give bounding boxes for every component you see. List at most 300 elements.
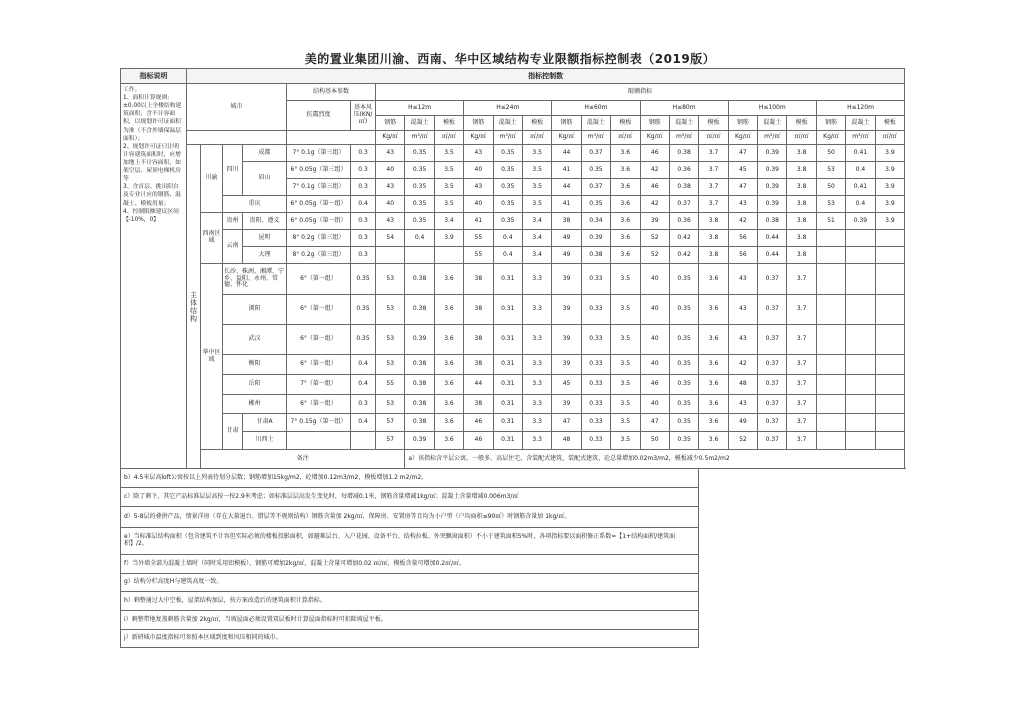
value-cell: 0.35 (669, 375, 698, 395)
sub-header-0-0: 钢筋 (376, 116, 405, 131)
wind-cell: 0.3 (351, 395, 376, 414)
sub-header-0-2: 模板 (434, 116, 463, 131)
value-cell: 41 (552, 162, 581, 179)
value-cell: 0.35 (669, 414, 698, 432)
value-cell: 0.35 (493, 145, 522, 162)
value-cell: 0.38 (405, 355, 434, 375)
value-cell: 3.5 (611, 325, 640, 355)
province-sichuan: 四川 (223, 145, 243, 196)
unit-2-1: m³/㎡ (581, 131, 610, 145)
value-cell: 47 (640, 414, 669, 432)
value-cell: 3.7 (787, 325, 816, 355)
value-cell: 0.42 (669, 247, 698, 264)
value-cell: 3.6 (434, 325, 463, 355)
value-cell: 45 (728, 162, 757, 179)
value-cell: 40 (376, 162, 405, 179)
value-cell: 3.8 (787, 145, 816, 162)
value-cell: 43 (376, 179, 405, 196)
seismic-cell: 7° 0.1g（第三组） (287, 145, 351, 162)
value-cell: 43 (728, 395, 757, 414)
value-cell: 0.31 (493, 375, 522, 395)
value-cell: 0.38 (405, 264, 434, 295)
sub-header-3-2: 模板 (699, 116, 728, 131)
value-cell: 52 (728, 432, 757, 450)
wind-cell: 0.35 (351, 295, 376, 325)
value-cell: 3.8 (787, 247, 816, 264)
value-cell: 0.37 (758, 325, 787, 355)
value-cell: 49 (552, 230, 581, 247)
wind-cell: 0.3 (351, 162, 376, 179)
instruction-3: 3、含首层、挑出阳台及专业计应的钢筋、混凝土、模板用量； (123, 184, 181, 207)
note-item: h）剩整通过大中空板，屋架结构加层，按方案改造后的建筑面积计算指标。 (121, 592, 699, 611)
value-cell: 3.7 (787, 355, 816, 375)
value-cell: 3.7 (787, 395, 816, 414)
value-cell (816, 375, 845, 395)
city-wuhan: 武汉 (223, 325, 287, 355)
instruction-0: 工作。 (123, 87, 141, 93)
wind-cell: 0.3 (351, 230, 376, 247)
value-cell: 3.5 (434, 179, 463, 196)
city-meishan: 眉山 (243, 162, 287, 196)
seismic-cell: 6° 0.05g（第一组） (287, 213, 351, 230)
value-cell: 50 (640, 432, 669, 450)
value-cell (875, 395, 905, 414)
value-cell: 0.4 (846, 196, 875, 213)
value-cell: 3.6 (699, 432, 728, 450)
city-chenzhou: 郴州 (223, 395, 287, 414)
value-cell (405, 247, 434, 264)
value-cell: 0.31 (493, 432, 522, 450)
value-cell: 3.4 (434, 213, 463, 230)
wind-cell (351, 432, 376, 450)
header-limits: 指标控制数 (187, 69, 905, 84)
value-cell: 0.39 (846, 213, 875, 230)
value-cell (846, 247, 875, 264)
city-liuyang: 浏阳 (223, 295, 287, 325)
limit-table (120, 68, 905, 648)
seismic-cell: 7°（第一组） (287, 375, 351, 395)
value-cell: 53 (376, 325, 405, 355)
value-cell: 40 (464, 162, 493, 179)
value-cell: 0.35 (669, 295, 698, 325)
wind-cell: 0.35 (351, 264, 376, 295)
seismic-cell: 6°（第一组） (287, 264, 351, 295)
value-cell: 48 (552, 432, 581, 450)
value-cell: 0.33 (581, 375, 610, 395)
value-cell (816, 295, 845, 325)
unit-2-0: Kg/㎡ (552, 131, 581, 145)
sub-header-5-0: 钢筋 (816, 116, 845, 131)
value-cell: 0.38 (758, 213, 787, 230)
value-cell: 52 (640, 230, 669, 247)
sub-header-4-1: 混凝土 (758, 116, 787, 131)
value-cell: 3.7 (699, 196, 728, 213)
region-huazhong: 华中区域 (201, 264, 223, 450)
value-cell: 3.9 (875, 145, 905, 162)
sub-header-3-1: 混凝土 (669, 116, 698, 131)
value-cell (875, 230, 905, 247)
value-cell: 3.9 (434, 230, 463, 247)
value-cell: 3.9 (875, 162, 905, 179)
sub-header-5-1: 混凝土 (846, 116, 875, 131)
value-cell: 3.7 (699, 162, 728, 179)
value-cell: 43 (376, 213, 405, 230)
value-cell: 0.35 (669, 264, 698, 295)
value-cell: 3.5 (522, 162, 551, 179)
value-cell: 3.5 (434, 162, 463, 179)
limits-header: 限额指标 (376, 84, 905, 101)
value-cell: 53 (376, 355, 405, 375)
value-cell (816, 414, 845, 432)
value-cell (846, 414, 875, 432)
value-cell: 0.35 (405, 162, 434, 179)
value-cell (816, 432, 845, 450)
value-cell: 3.3 (522, 355, 551, 375)
value-cell: 3.9 (875, 179, 905, 196)
value-cell: 39 (552, 355, 581, 375)
value-cell: 0.33 (581, 264, 610, 295)
sub-header-3-0: 钢筋 (640, 116, 669, 131)
value-cell: 0.39 (581, 230, 610, 247)
value-cell: 3.6 (699, 355, 728, 375)
sub-header-5-2: 模板 (875, 116, 905, 131)
city-chongqing: 重庆 (223, 196, 287, 213)
value-cell: 47 (552, 414, 581, 432)
value-cell: 0.31 (493, 355, 522, 375)
value-cell: 3.8 (787, 230, 816, 247)
value-cell: 3.5 (522, 196, 551, 213)
value-cell (434, 247, 463, 264)
unit-5-0: Kg/㎡ (816, 131, 845, 145)
value-cell: 3.7 (699, 145, 728, 162)
value-cell: 0.37 (758, 264, 787, 295)
unit-5-1: m³/㎡ (846, 131, 875, 145)
value-cell: 3.3 (522, 395, 551, 414)
value-cell: 0.38 (405, 295, 434, 325)
value-cell: 0.37 (758, 295, 787, 325)
value-cell: 3.9 (875, 213, 905, 230)
value-cell: 3.5 (611, 295, 640, 325)
value-cell: 3.8 (699, 230, 728, 247)
value-cell: 0.39 (758, 145, 787, 162)
sub-header-2-2: 模板 (611, 116, 640, 131)
sub-header-2-0: 钢筋 (552, 116, 581, 131)
seismic-cell: 6°（第一组） (287, 325, 351, 355)
value-cell: 49 (552, 247, 581, 264)
city-chaoyang: 岳阳 (223, 375, 287, 395)
note-item: e）当标准层结构面积（包含建筑不计容但实际必须的楼板投影面积，如避难层台、入户花园、设备平台、结构拉板、外突飘窗面积）不小于建筑面积5%时，各项指标要以面积修正系数=【1+结构面积/建筑面积】/2。 (121, 528, 699, 555)
unit-0-2: ㎡/㎡ (434, 131, 463, 145)
unit-0-1: m³/㎡ (405, 131, 434, 145)
province-guizhou: 贵州 (223, 213, 243, 230)
value-cell: 38 (464, 325, 493, 355)
value-cell (816, 247, 845, 264)
value-cell: 45 (552, 375, 581, 395)
struct-params-header: 结构基本参数 (287, 84, 376, 101)
city-kunming: 昆明 (243, 230, 287, 247)
value-cell: 0.4 (493, 247, 522, 264)
value-cell: 47 (728, 145, 757, 162)
value-cell: 3.5 (611, 355, 640, 375)
value-cell: 0.38 (669, 179, 698, 196)
value-cell: 3.9 (875, 196, 905, 213)
value-cell: 3.3 (522, 264, 551, 295)
value-cell (875, 375, 905, 395)
value-cell: 44 (552, 145, 581, 162)
unit-4-2: ㎡/㎡ (787, 131, 816, 145)
value-cell: 3.4 (522, 247, 551, 264)
value-cell: 3.6 (699, 264, 728, 295)
sub-header-2-1: 混凝土 (581, 116, 610, 131)
value-cell: 0.35 (493, 179, 522, 196)
value-cell: 3.5 (611, 264, 640, 295)
note-item: g）结构分栏高度H与建筑高度一致。 (121, 574, 699, 592)
value-cell: 38 (464, 264, 493, 295)
note-item: b）4.5米层高loft公寓按以上列表待划分层数；钢筋增加15kg/m2，砼增加0.12m3/m2，模板增加1.2 m2/m2。 (121, 469, 699, 488)
value-cell: 46 (464, 414, 493, 432)
value-cell: 0.37 (758, 395, 787, 414)
value-cell: 42 (640, 196, 669, 213)
value-cell: 43 (728, 196, 757, 213)
value-cell: 50 (816, 145, 845, 162)
value-cell: 42 (728, 355, 757, 375)
value-cell: 0.39 (405, 325, 434, 355)
band-h24: H≤24m (464, 101, 552, 116)
value-cell: 3.6 (699, 375, 728, 395)
unit-1-1: m³/㎡ (493, 131, 522, 145)
value-cell: 53 (376, 395, 405, 414)
value-cell: 44 (464, 375, 493, 395)
value-cell: 0.41 (846, 145, 875, 162)
value-cell (816, 355, 845, 375)
value-cell: 3.7 (787, 295, 816, 325)
value-cell: 3.5 (522, 179, 551, 196)
note-item: i）剩整带地复盖剩筋含量加 2kg/㎡，当坡屋面必须设置双层板时计算屋面指标时可扣除坡屋平板。 (121, 611, 699, 630)
band-h60: H≤60m (552, 101, 640, 116)
value-cell: 3.5 (611, 414, 640, 432)
value-cell: 3.6 (699, 325, 728, 355)
instruction-1: 1、面积计算规则：±0.00以上全楼结构建筑面积，含不计容面积，以规划许可证面积为准（不含外墙保温层面积）； (123, 95, 182, 142)
seismic-cell: 6°（第一组） (287, 395, 351, 414)
header-instructions: 指标说明 (121, 69, 187, 84)
value-cell: 3.6 (699, 395, 728, 414)
seismic-cell: 6° 0.05g（第三组） (287, 162, 351, 179)
value-cell: 0.4 (405, 230, 434, 247)
sub-header-4-0: 钢筋 (728, 116, 757, 131)
value-cell: 3.4 (522, 213, 551, 230)
value-cell: 52 (640, 247, 669, 264)
value-cell: 0.31 (493, 295, 522, 325)
value-cell: 3.6 (611, 230, 640, 247)
value-cell: 0.4 (846, 162, 875, 179)
value-cell: 42 (640, 162, 669, 179)
value-cell: 0.35 (405, 213, 434, 230)
value-cell: 3.3 (522, 295, 551, 325)
value-cell: 0.37 (758, 414, 787, 432)
value-cell: 3.8 (787, 213, 816, 230)
value-cell: 39 (552, 325, 581, 355)
value-cell: 3.8 (787, 179, 816, 196)
value-cell (816, 230, 845, 247)
value-cell: 3.7 (787, 432, 816, 450)
instruction-4: 4、控制限额建议区间【-10%，0】 (123, 208, 179, 223)
sub-header-0-1: 混凝土 (405, 116, 434, 131)
value-cell: 53 (376, 264, 405, 295)
value-cell (846, 230, 875, 247)
value-cell: 3.6 (434, 414, 463, 432)
value-cell: 0.33 (581, 295, 610, 325)
value-cell: 56 (728, 230, 757, 247)
value-cell: 43 (464, 145, 493, 162)
value-cell: 55 (376, 375, 405, 395)
seismic-cell: 6°（第一组） (287, 295, 351, 325)
value-cell: 3.6 (611, 247, 640, 264)
value-cell: 43 (464, 179, 493, 196)
value-cell (875, 355, 905, 375)
seismic-cell: 8° 0.2g（第三组） (287, 247, 351, 264)
value-cell: 3.5 (611, 432, 640, 450)
value-cell: 53 (816, 196, 845, 213)
band-h80: H≤80m (640, 101, 728, 116)
wind-cell: 0.4 (351, 355, 376, 375)
value-cell: 41 (464, 213, 493, 230)
value-cell: 3.3 (522, 432, 551, 450)
wind-cell: 0.4 (351, 375, 376, 395)
value-cell: 0.35 (405, 196, 434, 213)
seismic-cell: 8° 0.2g（第三组） (287, 230, 351, 247)
value-cell: 0.37 (758, 355, 787, 375)
value-cell: 0.39 (405, 432, 434, 450)
seismic-cell: 7° 0.1g（第三组） (287, 179, 351, 196)
seismic-cell (287, 432, 351, 450)
value-cell: 3.6 (611, 162, 640, 179)
city-guiyang: 贵阳、遵义 (243, 213, 287, 230)
value-cell: 38 (464, 295, 493, 325)
value-cell (846, 355, 875, 375)
wind-header: 基本风压(KN/㎡) (351, 101, 376, 131)
value-cell: 0.35 (493, 213, 522, 230)
value-cell: 3.7 (787, 264, 816, 295)
value-cell: 44 (552, 179, 581, 196)
city-hengyang: 衡阳 (223, 355, 287, 375)
band-h100: H≤100m (728, 101, 816, 116)
city-changsha: 长沙、株洲、湘潭、宁乡、益阳、永州、常德、怀化 (223, 264, 287, 295)
value-cell: 0.37 (758, 432, 787, 450)
value-cell: 57 (376, 432, 405, 450)
value-cell: 0.4 (493, 230, 522, 247)
value-cell: 0.38 (669, 145, 698, 162)
value-cell: 54 (376, 230, 405, 247)
value-cell: 43 (728, 325, 757, 355)
value-cell (816, 325, 845, 355)
unit-0-0: Kg/㎡ (376, 131, 405, 145)
value-cell: 0.35 (669, 325, 698, 355)
unit-1-2: ㎡/㎡ (522, 131, 551, 145)
value-cell: 3.3 (522, 375, 551, 395)
value-cell: 39 (552, 395, 581, 414)
page-title: 美的置业集团川渝、西南、华中区域结构专业限额指标控制表（2019版） (304, 52, 716, 66)
instructions-cell (121, 84, 187, 469)
value-cell: 3.6 (434, 375, 463, 395)
sub-header-1-2: 模板 (522, 116, 551, 131)
value-cell: 47 (728, 179, 757, 196)
value-cell: 3.8 (699, 247, 728, 264)
value-cell: 55 (464, 230, 493, 247)
city-gansu-a: 甘肃A (243, 414, 287, 432)
value-cell: 0.44 (758, 230, 787, 247)
value-cell (875, 414, 905, 432)
wind-cell: 0.3 (351, 213, 376, 230)
value-cell (875, 325, 905, 355)
value-cell (816, 395, 845, 414)
value-cell: 56 (728, 247, 757, 264)
value-cell: 3.7 (699, 179, 728, 196)
value-cell: 0.33 (581, 395, 610, 414)
value-cell: 0.37 (758, 375, 787, 395)
value-cell: 39 (552, 264, 581, 295)
note-item: j）新研城市温度指标可参照本区域到度和风压相同的城市。 (121, 630, 699, 648)
value-cell: 40 (640, 264, 669, 295)
value-cell (875, 264, 905, 295)
region-chuanyu: 川渝 (201, 145, 223, 213)
sub-header-4-2: 模板 (787, 116, 816, 131)
value-cell: 40 (464, 196, 493, 213)
value-cell: 3.8 (787, 162, 816, 179)
value-cell: 0.35 (405, 179, 434, 196)
value-cell: 0.35 (493, 162, 522, 179)
value-cell (376, 247, 405, 264)
value-cell (875, 295, 905, 325)
unit-1-0: Kg/㎡ (464, 131, 493, 145)
value-cell: 38 (464, 355, 493, 375)
city-dali: 大理 (243, 247, 287, 264)
seismic-cell: 6° 0.05g（第一组） (287, 196, 351, 213)
unit-5-2: ㎡/㎡ (875, 131, 905, 145)
value-cell: 0.38 (405, 395, 434, 414)
note-item: f）当外墙全部为混凝土墙时（同时采用铝模板），钢筋可增加2kg/㎡，混凝土含量可增加0.02 ㎡/㎡，模板含量可增加0.2㎡/㎡。 (121, 555, 699, 574)
value-cell: 0.41 (846, 179, 875, 196)
note-item: a）该指标含平层公寓，一般多、高层住宅，含装配式建筑，装配式建筑，砼总量增加0.02m3/m2，模板减少0.5m2/m2 (405, 450, 905, 469)
value-cell: 3.6 (434, 355, 463, 375)
wind-cell: 0.35 (351, 325, 376, 355)
province-yunnan: 云南 (223, 230, 243, 264)
value-cell: 0.31 (493, 395, 522, 414)
value-cell: 3.6 (611, 213, 640, 230)
value-cell: 3.8 (787, 196, 816, 213)
band-h12: H≤12m (376, 101, 464, 116)
note-item: d）5-8层的叠拼产品，情景洋房（存在大量退台、错层等不规则结构）钢筋含量加 2kg/㎡，保障房、安置房等且均为小户型（户均面积≤90㎡）时钢筋含量加 1kg/㎡。 (121, 507, 699, 528)
unit-3-1: m³/㎡ (669, 131, 698, 145)
value-cell (846, 295, 875, 325)
wind-cell: 0.4 (351, 196, 376, 213)
unit-4-0: Kg/㎡ (728, 131, 757, 145)
value-cell: 3.6 (611, 179, 640, 196)
value-cell: 0.44 (758, 247, 787, 264)
value-cell: 0.42 (669, 230, 698, 247)
sub-header-1-0: 钢筋 (464, 116, 493, 131)
unit-2-2: ㎡/㎡ (611, 131, 640, 145)
value-cell: 0.38 (405, 414, 434, 432)
wind-cell: 0.3 (351, 145, 376, 162)
sub-header-1-1: 混凝土 (493, 116, 522, 131)
value-cell: 3.7 (787, 375, 816, 395)
wind-cell: 0.4 (351, 414, 376, 432)
notes-label: 备注 (201, 450, 405, 469)
value-cell: 57 (376, 414, 405, 432)
value-cell: 0.35 (581, 162, 610, 179)
value-cell: 0.31 (493, 414, 522, 432)
value-cell: 3.5 (611, 395, 640, 414)
